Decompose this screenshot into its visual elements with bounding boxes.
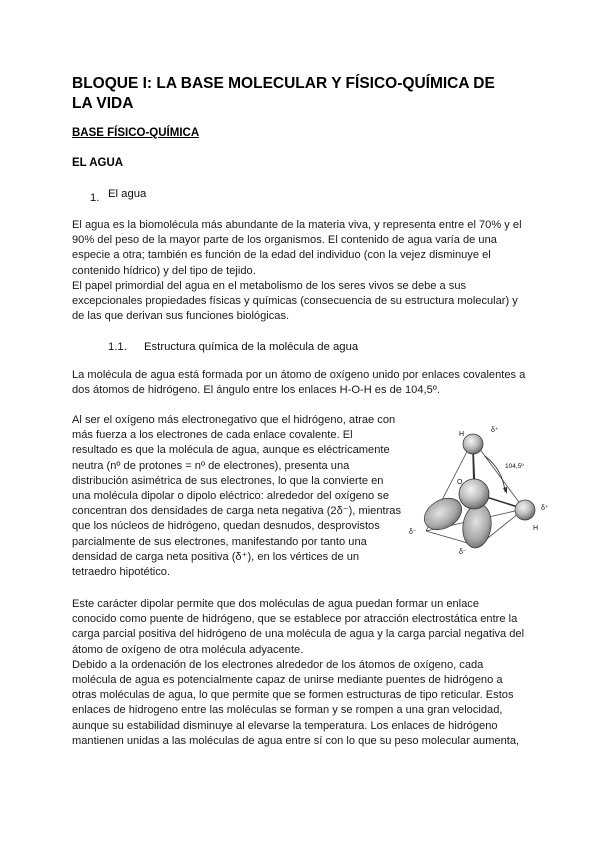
list-item-1-1-number: 1.1.: [108, 341, 127, 353]
paragraph-line: especie a otra; también es función de la edad del individuo (con la vejez disminuye el: [72, 249, 491, 262]
paragraph-line: El papel primordial del agua en el metabolismo de los seres vivos se debe a sus: [72, 279, 467, 292]
paragraph-line: una molécula dipolar o dipolo eléctrico: alrededor del oxígeno se: [72, 490, 389, 503]
paragraph-line: otras moléculas de agua, lo que permite que se formen estructuras de tipo reticular. Estos: [72, 689, 514, 702]
paragraph-line: parcialmente de sus electrones, manifestando por tanto una: [72, 535, 367, 548]
paragraph-2: [72, 368, 532, 398]
paragraph-4: [72, 597, 532, 749]
oxygen-atom: [459, 479, 489, 509]
paragraph-line: 90% del peso de la mayor parte de los organismos. El contenido de agua varía de una: [72, 234, 497, 247]
paragraph-line: conocido como puente de hidrógeno, que se establece por atracción electrostática entre la: [72, 613, 518, 626]
paragraph-line: dos átomos de hidrógeno. El ángulo entre los enlaces H-O-H es de 104,5º.: [72, 384, 440, 397]
paragraph-line: que los núcleos de hidrógeno, quedan desnudos, desprovistos: [72, 520, 380, 533]
paragraph-line: El agua es la biomolécula más abundante de la materia viva, y representa entre el 70% y el: [72, 219, 522, 231]
label-delta-plus-top: δ⁺: [491, 427, 499, 434]
label-angle: 104,5º: [505, 463, 524, 470]
paragraph-1: [72, 218, 532, 324]
paragraph-line: de las que derivan sus funciones biológicas.: [72, 310, 290, 323]
subsection-heading: EL AGUA: [72, 157, 124, 169]
paragraph-line: neutra (nº de protones = nº de electrones), presenta una: [72, 459, 350, 472]
paragraph-line: molécula de agua es potencialmente capaz de unirse mediante puentes de hidrógeno a: [72, 674, 503, 687]
list-number: 1.: [90, 192, 100, 204]
page-title: BLOQUE I: LA BASE MOLECULAR Y FÍSICO-QUÍMICA DE LA VIDA: [72, 75, 495, 112]
label-delta-minus-left: δ⁻: [409, 529, 417, 536]
paragraph-line: Debido a la ordenación de los electrones alrededor de los átomos de oxígeno, cada: [72, 658, 484, 671]
paragraph-line: resultado es que la molécula de agua, aunque es eléctricamente: [72, 444, 390, 457]
arrow-head: [503, 487, 507, 494]
paragraph-line: contenido hídrico) y del tipo de tejido.: [72, 264, 256, 277]
paragraph-line: enlaces de hidrogeno entre las moléculas se forman y se rompen a una gran velocidad,: [72, 704, 503, 717]
label-oxygen: O: [457, 479, 463, 486]
paragraph-line: concentran dos densidades de carga neta negativa (2δ⁻), mientras: [72, 505, 402, 518]
paragraph-line: mantienen unidas a las moléculas de agua entre sí con lo que su peso molecular aumenta,: [72, 734, 520, 747]
list-item-1-1-label: Estructura química de la molécula de agua: [144, 341, 359, 353]
list-item-1-label: El agua: [108, 188, 147, 200]
section-heading: BASE FÍSICO-QUÍMICA: [72, 127, 200, 139]
list-item-1: [90, 188, 99, 206]
label-delta-minus-bottom: δ⁻: [459, 549, 467, 556]
label-hydrogen-right: H: [533, 525, 539, 532]
label-hydrogen-top: H: [459, 431, 465, 438]
paragraph-line: densidad de carga neta positiva (δ⁺), en los vértices de un: [72, 550, 360, 563]
label-delta-plus-right: δ⁺: [541, 505, 549, 512]
bond-angle-arc: [485, 456, 505, 492]
paragraph-3: [72, 413, 402, 580]
paragraph-line: excepcionales propiedades físicas y químicas (consecuencia de su estructura molecular) y: [72, 295, 518, 308]
paragraph-line: más fuerza a los electrones de cada enlace covalente. El: [72, 429, 353, 442]
hydrogen-atom-top: [463, 434, 483, 454]
hydrogen-atom-right: [515, 500, 535, 520]
paragraph-line: tetraedro hipotético.: [72, 566, 171, 579]
paragraph-line: distribución asimétrica de sus electrones, lo que la convierte en: [72, 474, 384, 487]
paragraph-line: átomo de oxígeno de otra molécula adyacente.: [72, 643, 304, 656]
paragraph-line: aunque su estabilidad disminuye al elevarse la temperatura. Los enlaces de hidrógeno: [72, 719, 498, 732]
paragraph-line: La molécula de agua está formada por un átomo de oxígeno unido por enlaces covalentes a: [72, 369, 526, 381]
paragraph-line: Este carácter dipolar permite que dos moléculas de agua puedan formar un enlace: [72, 598, 480, 610]
paragraph-line: Al ser el oxígeno más electronegativo que el hidrógeno, atrae con: [72, 414, 396, 426]
paragraph-line: carga parcial positiva del hidrógeno de una molécula de agua y la carga parcial negativa del: [72, 628, 525, 641]
water-molecule-diagram: [393, 418, 563, 558]
